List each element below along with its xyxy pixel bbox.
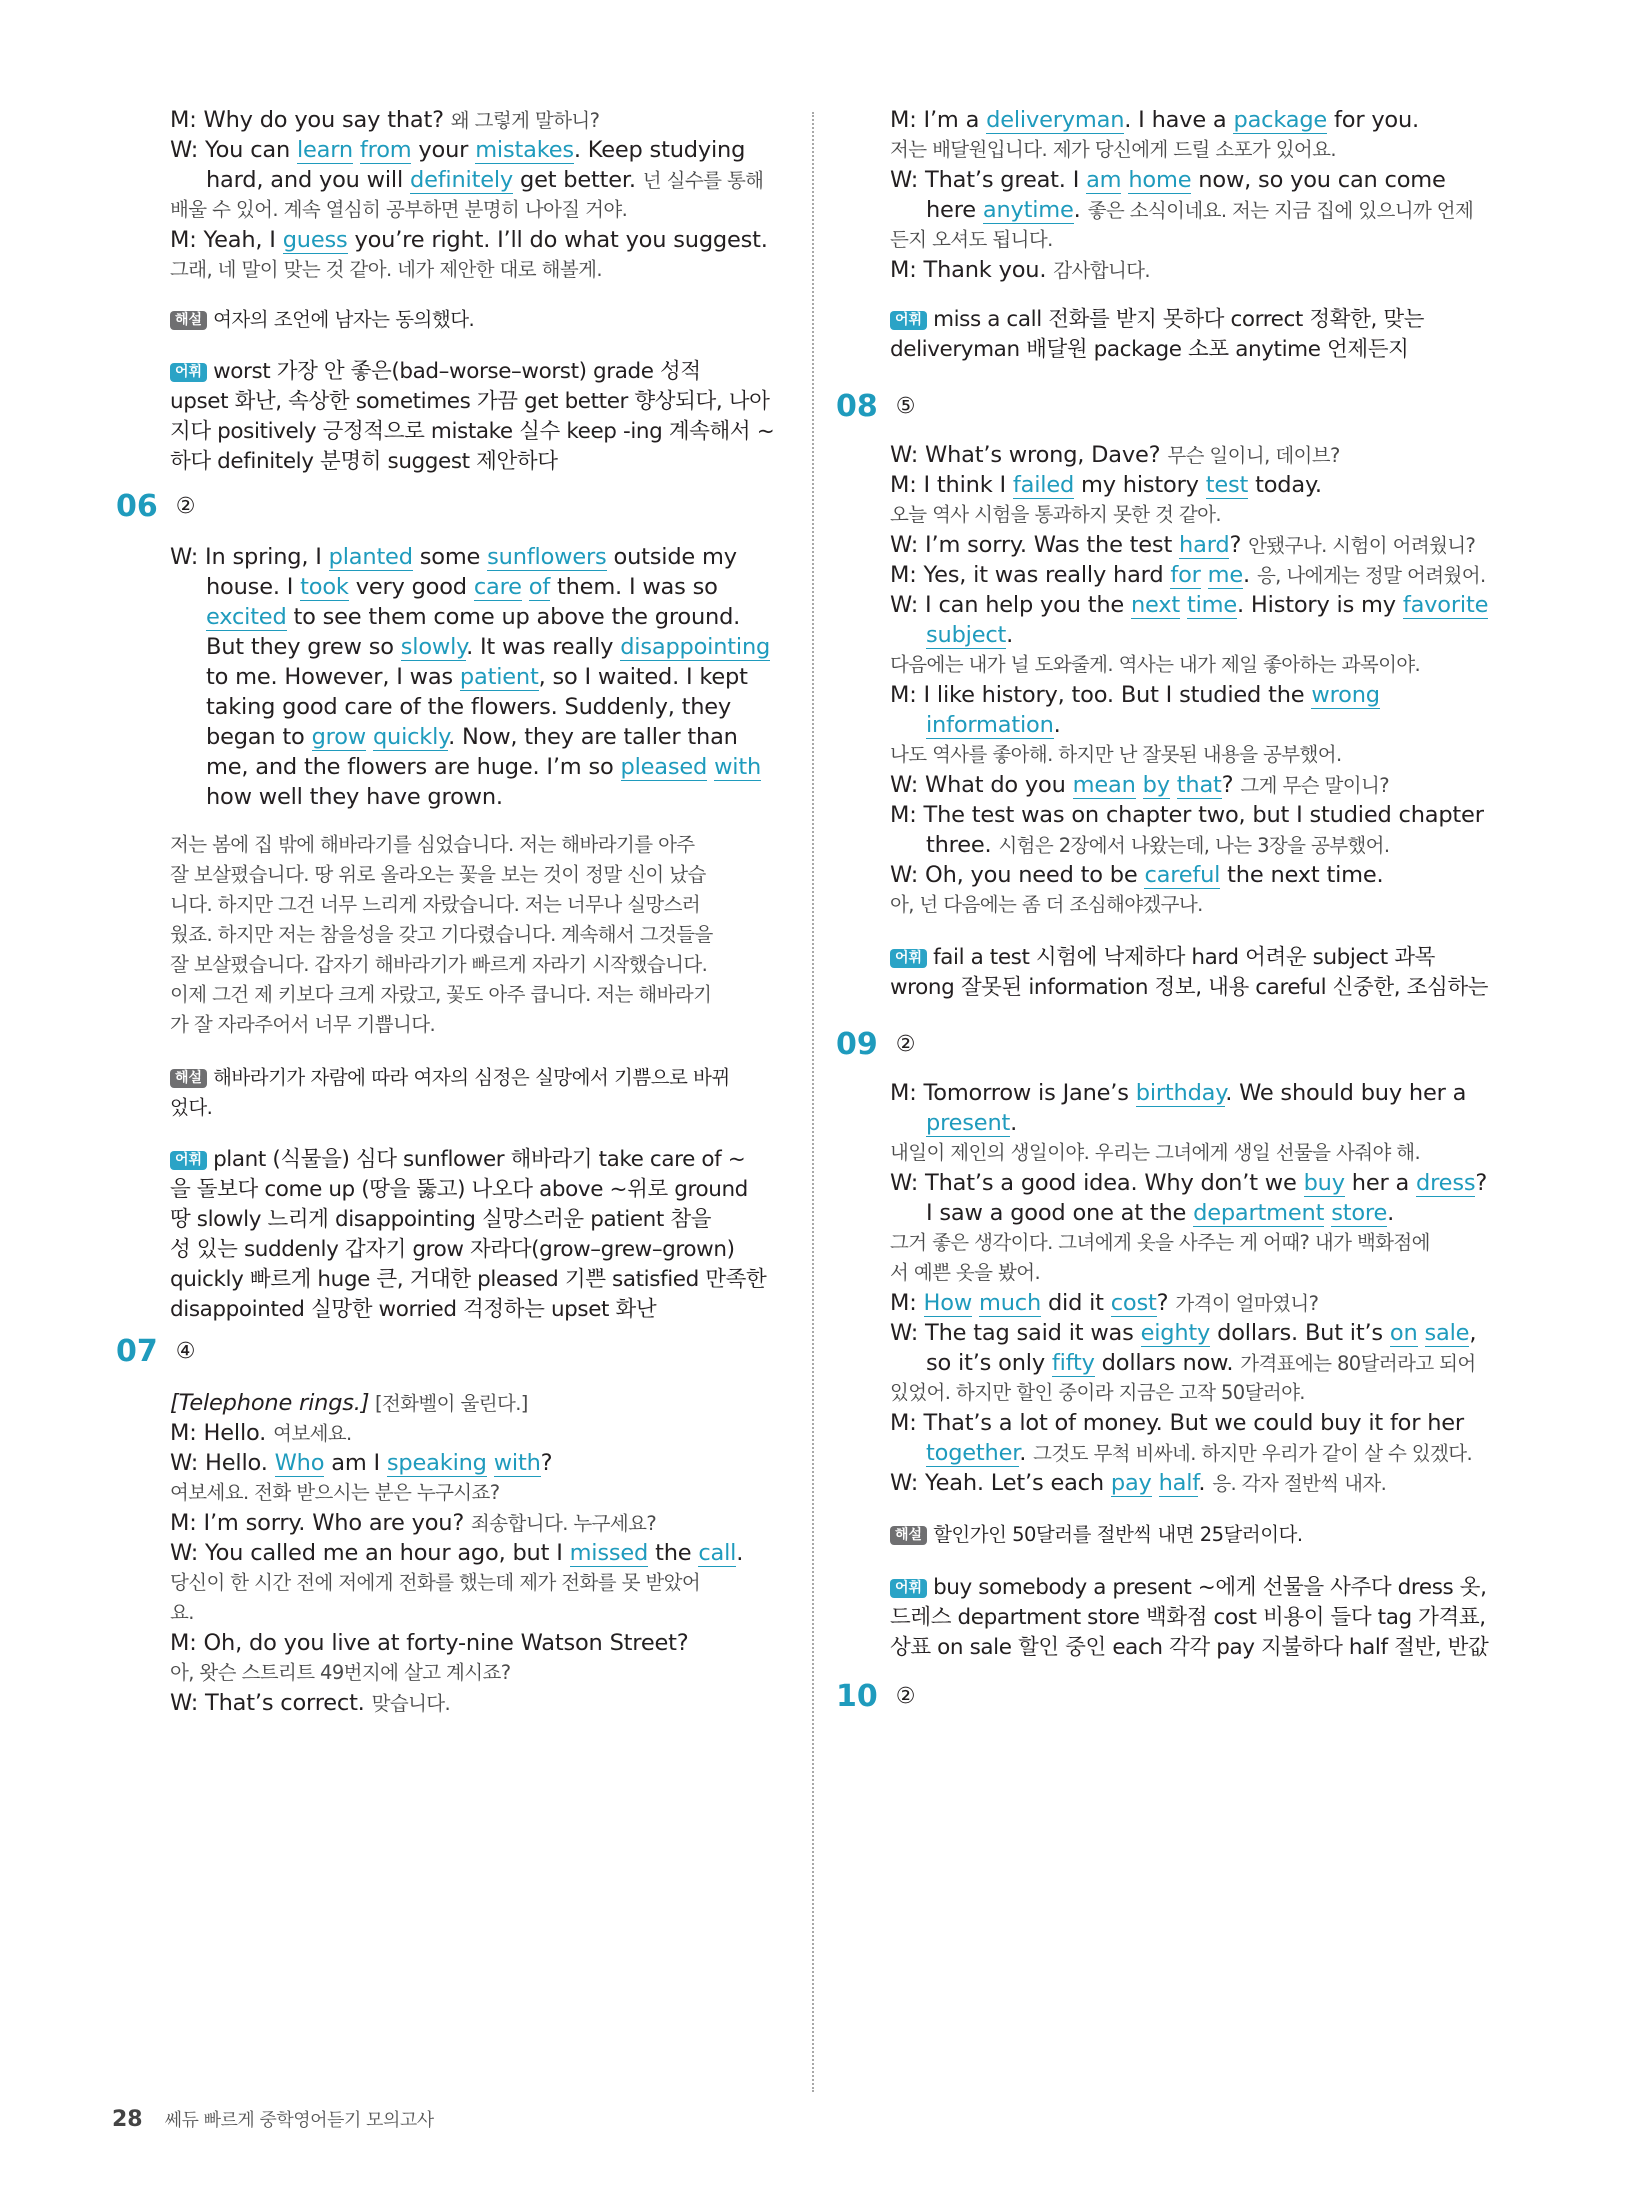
- monologue-line: excited to see them come up above the ground.: [206, 604, 741, 630]
- explanation-tag: 해설: [890, 1526, 927, 1545]
- translation-line: 이제 그건 제 키보다 크게 자랐고, 꽃도 아주 큽니다. 저는 해바라기: [170, 983, 712, 1006]
- vocab-line: 어휘 buy somebody a present ~에게 선물을 사주다 dress 옷,: [890, 1573, 1487, 1603]
- translation-line: 웠죠. 하지만 저는 참을성을 갖고 기다렸습니다. 계속해서 그것들을: [170, 923, 713, 946]
- question-header-10: 10 ②: [836, 1679, 916, 1714]
- translation-line: 잘 보살폈습니다. 땅 위로 올라오는 꽃을 보는 것이 정말 신이 났습: [170, 863, 706, 886]
- monologue-line: house. I took very good care of them. I was so: [206, 574, 718, 600]
- vocab-line: 어휘 worst 가장 안 좋은(bad–worse–worst) grade 성적: [170, 357, 701, 387]
- dialog-line: I saw a good one at the department store.: [926, 1200, 1395, 1226]
- translation-line: 오늘 역사 시험을 통과하지 못한 것 같아.: [890, 503, 1221, 526]
- book-title: 쎄듀 빠르게 중학영어듣기 모의고사: [164, 2110, 434, 2131]
- monologue-line: taking good care of the flowers. Suddenly, they: [206, 694, 732, 720]
- vocab-tag: 어휘: [170, 1151, 207, 1170]
- dialog-line: M: Yes, it was really hard for me. 응, 나에게는 정말 어려웠어.: [890, 562, 1486, 588]
- translation-line: 당신이 한 시간 전에 저에게 전화를 했는데 제가 전화를 못 받았어: [170, 1571, 701, 1594]
- dialog-line: M: I’m sorry. Who are you? 죄송합니다. 누구세요?: [170, 1510, 657, 1536]
- translation-line: 서 예쁜 옷을 봤어.: [890, 1261, 1041, 1284]
- vocab-tag: 어휘: [890, 949, 927, 968]
- page-number: 28: [112, 2107, 143, 2132]
- column-divider: [812, 112, 814, 2092]
- dialog-line: W: The tag said it was eighty dollars. But it’s on sale,: [890, 1320, 1477, 1346]
- translation-line: 든지 오셔도 됩니다.: [890, 228, 1053, 251]
- vocab-line: 땅 slowly 느리게 disappointing 실망스러운 patient 참을: [170, 1207, 712, 1232]
- dialog-line: hard, and you will definitely get better. 넌 실수를 통해: [206, 167, 764, 193]
- dialog-line: M: Tomorrow is Jane’s birthday. We should buy her a: [890, 1080, 1467, 1106]
- translation-line: 배울 수 있어. 계속 열심히 공부하면 분명히 나아질 거야.: [170, 198, 628, 221]
- translation-line: 내일이 제인의 생일이야. 우리는 그녀에게 생일 선물을 사줘야 해.: [890, 1141, 1421, 1164]
- vocab-line: 어휘 fail a test 시험에 낙제하다 hard 어려운 subject 과목: [890, 943, 1435, 973]
- translation-line: 니다. 하지만 그건 너무 느리게 자랐습니다. 저는 너무나 실망스러: [170, 893, 701, 916]
- translation-line: 나도 역사를 좋아해. 하지만 난 잘못된 내용을 공부했어.: [890, 743, 1342, 766]
- dialog-line: W: Oh, you need to be careful the next time.: [890, 862, 1384, 888]
- dialog-line: [Telephone rings.] [전화벨이 울린다.]: [170, 1390, 528, 1416]
- dialog-line: W: You can learn from your mistakes. Keep studying: [170, 137, 746, 163]
- vocab-line: 지다 positively 긍정적으로 mistake 실수 keep -ing 계속해서 ~: [170, 419, 775, 444]
- dialog-line: M: Why do you say that? 왜 그렇게 말하니?: [170, 107, 600, 133]
- question-header-07: 07 ④: [116, 1334, 196, 1369]
- dialog-line: together. 그것도 무척 비싸네. 하지만 우리가 같이 살 수 있겠다.: [926, 1440, 1473, 1466]
- dialog-line: W: That’s correct. 맞습니다.: [170, 1690, 451, 1716]
- dialog-line: W: That’s great. I am home now, so you can come: [890, 167, 1446, 193]
- translation-line: 여보세요. 전화 받으시는 분은 누구시죠?: [170, 1481, 500, 1504]
- translation-line: 있었어. 하지만 할인 중이라 지금은 고작 50달러야.: [890, 1381, 1305, 1404]
- dialog-line: here anytime. 좋은 소식이네요. 저는 지금 집에 있으니까 언제: [926, 197, 1474, 223]
- dialog-line: M: I think I failed my history test today.: [890, 472, 1322, 498]
- vocab-tag: 어휘: [170, 363, 207, 382]
- dialog-line: M: That’s a lot of money. But we could buy it for her: [890, 1410, 1464, 1436]
- explanation: 해설 할인가인 50달러를 절반씩 내면 25달러이다.: [890, 1520, 1303, 1550]
- dialog-line: so it’s only fifty dollars now. 가격표에는 80달러라고 되어: [926, 1350, 1476, 1376]
- vocab-line: 드레스 department store 백화점 cost 비용이 들다 tag 가격표,: [890, 1605, 1486, 1630]
- dialog-line: W: What’s wrong, Dave? 무슨 일이니, 데이브?: [890, 442, 1340, 468]
- vocab-line: wrong 잘못된 information 정보, 내용 careful 신중한, 조심하는: [890, 975, 1489, 1000]
- vocab-line: deliveryman 배달원 package 소포 anytime 언제든지: [890, 337, 1409, 362]
- question-header-08: 08 ⑤: [836, 389, 916, 424]
- dialog-line: M: The test was on chapter two, but I studied chapter: [890, 802, 1484, 828]
- dialog-line: W: I can help you the next time. History is my favorite: [890, 592, 1489, 618]
- question-header-06: 06 ②: [116, 489, 196, 524]
- dialog-line: W: You called me an hour ago, but I missed the call.: [170, 1540, 744, 1566]
- translation-line: 그래, 네 말이 맞는 것 같아. 네가 제안한 대로 해볼게.: [170, 258, 602, 281]
- page-footer: [112, 2106, 434, 2132]
- vocab-line: 상표 on sale 할인 중인 each 각각 pay 지불하다 half 절반, 반값: [890, 1635, 1489, 1660]
- dialog-line: subject.: [926, 622, 1014, 648]
- dialog-line: M: Yeah, I guess you’re right. I’ll do what you suggest.: [170, 227, 768, 253]
- vocab-line: 성 있는 suddenly 갑자기 grow 자라다(grow–grew–grown): [170, 1237, 735, 1262]
- dialog-line: present.: [926, 1110, 1018, 1136]
- vocab-line: quickly 빠르게 huge 큰, 거대한 pleased 기쁜 satisfied 만족한: [170, 1267, 767, 1292]
- dialog-line: information.: [926, 712, 1061, 738]
- translation-line: 잘 보살폈습니다. 갑자기 해바라기가 빠르게 자라기 시작했습니다.: [170, 953, 708, 976]
- translation-line: 그거 좋은 생각이다. 그녀에게 옷을 사주는 게 어때? 내가 백화점에: [890, 1231, 1430, 1254]
- dialog-line: M: Oh, do you live at forty-nine Watson Street?: [170, 1630, 689, 1656]
- translation-line: 다음에는 내가 널 도와줄게. 역사는 내가 제일 좋아하는 과목이야.: [890, 653, 1421, 676]
- explanation: 해설 해바라기가 자람에 따라 여자의 심정은 실망에서 기쁨으로 바뀌: [170, 1063, 730, 1093]
- vocab-line: 어휘 plant (식물을) 심다 sunflower 해바라기 take care of ~: [170, 1145, 745, 1175]
- monologue-line: began to grow quickly. Now, they are taller than: [206, 724, 738, 750]
- question-header-09: 09 ②: [836, 1027, 916, 1062]
- translation-line: 저는 봄에 집 밖에 해바라기를 심었습니다. 저는 해바라기를 아주: [170, 833, 695, 856]
- translation-line: 저는 배달원입니다. 제가 당신에게 드릴 소포가 있어요.: [890, 138, 1337, 161]
- translation-line: 아, 왓슨 스트리트 49번지에 살고 계시죠?: [170, 1661, 511, 1684]
- vocab-tag: 어휘: [890, 1579, 927, 1598]
- dialog-line: W: Yeah. Let’s each pay half. 응. 각자 절반씩 내자.: [890, 1470, 1387, 1496]
- monologue-line: But they grew so slowly. It was really disappointing: [206, 634, 771, 660]
- translation-line: 아, 넌 다음에는 좀 더 조심해야겠구나.: [890, 893, 1203, 916]
- explanation-tag: 해설: [170, 1069, 207, 1088]
- dialog-line: M: How much did it cost? 가격이 얼마였니?: [890, 1290, 1319, 1316]
- monologue-line: W: In spring, I planted some sunflowers outside my: [170, 544, 737, 570]
- translation-line: 요.: [170, 1601, 194, 1624]
- dialog-line: M: Thank you. 감사합니다.: [890, 257, 1151, 283]
- dialog-line: W: What do you mean by that? 그게 무슨 말이니?: [890, 772, 1389, 798]
- dialog-line: M: I’m a deliveryman. I have a package for you.: [890, 107, 1420, 133]
- dialog-line: W: Hello. Who am I speaking with?: [170, 1450, 553, 1476]
- dialog-line: three. 시험은 2장에서 나왔는데, 나는 3장을 공부했어.: [926, 832, 1390, 858]
- vocab-line: 어휘 miss a call 전화를 받지 못하다 correct 정확한, 맞는: [890, 305, 1424, 335]
- monologue-line: how well they have grown.: [206, 784, 503, 810]
- dialog-line: W: I’m sorry. Was the test hard? 안됐구나. 시험이 어려웠니?: [890, 532, 1476, 558]
- dialog-line: M: Hello. 여보세요.: [170, 1420, 352, 1446]
- vocab-line: disappointed 실망한 worried 걱정하는 upset 화난: [170, 1297, 657, 1322]
- vocab-line: 을 돌보다 come up (땅을 뚫고) 나오다 above ~위로 ground: [170, 1177, 748, 1202]
- explanation-tag: 해설: [170, 311, 207, 330]
- vocab-line: 하다 definitely 분명히 suggest 제안하다: [170, 449, 558, 474]
- vocab-tag: 어휘: [890, 311, 927, 330]
- explanation: 해설 여자의 조언에 남자는 동의했다.: [170, 305, 474, 335]
- dialog-line: M: I like history, too. But I studied the wrong: [890, 682, 1380, 708]
- monologue-line: me, and the flowers are huge. I’m so pleased with: [206, 754, 762, 780]
- translation-line: 가 잘 자라주어서 너무 기쁩니다.: [170, 1013, 436, 1036]
- vocab-line: upset 화난, 속상한 sometimes 가끔 get better 향상되다, 나아: [170, 389, 770, 414]
- monologue-line: to me. However, I was patient, so I waited. I kept: [206, 664, 748, 690]
- explanation: 었다.: [170, 1096, 213, 1119]
- dialog-line: W: That’s a good idea. Why don’t we buy her a dress?: [890, 1170, 1488, 1196]
